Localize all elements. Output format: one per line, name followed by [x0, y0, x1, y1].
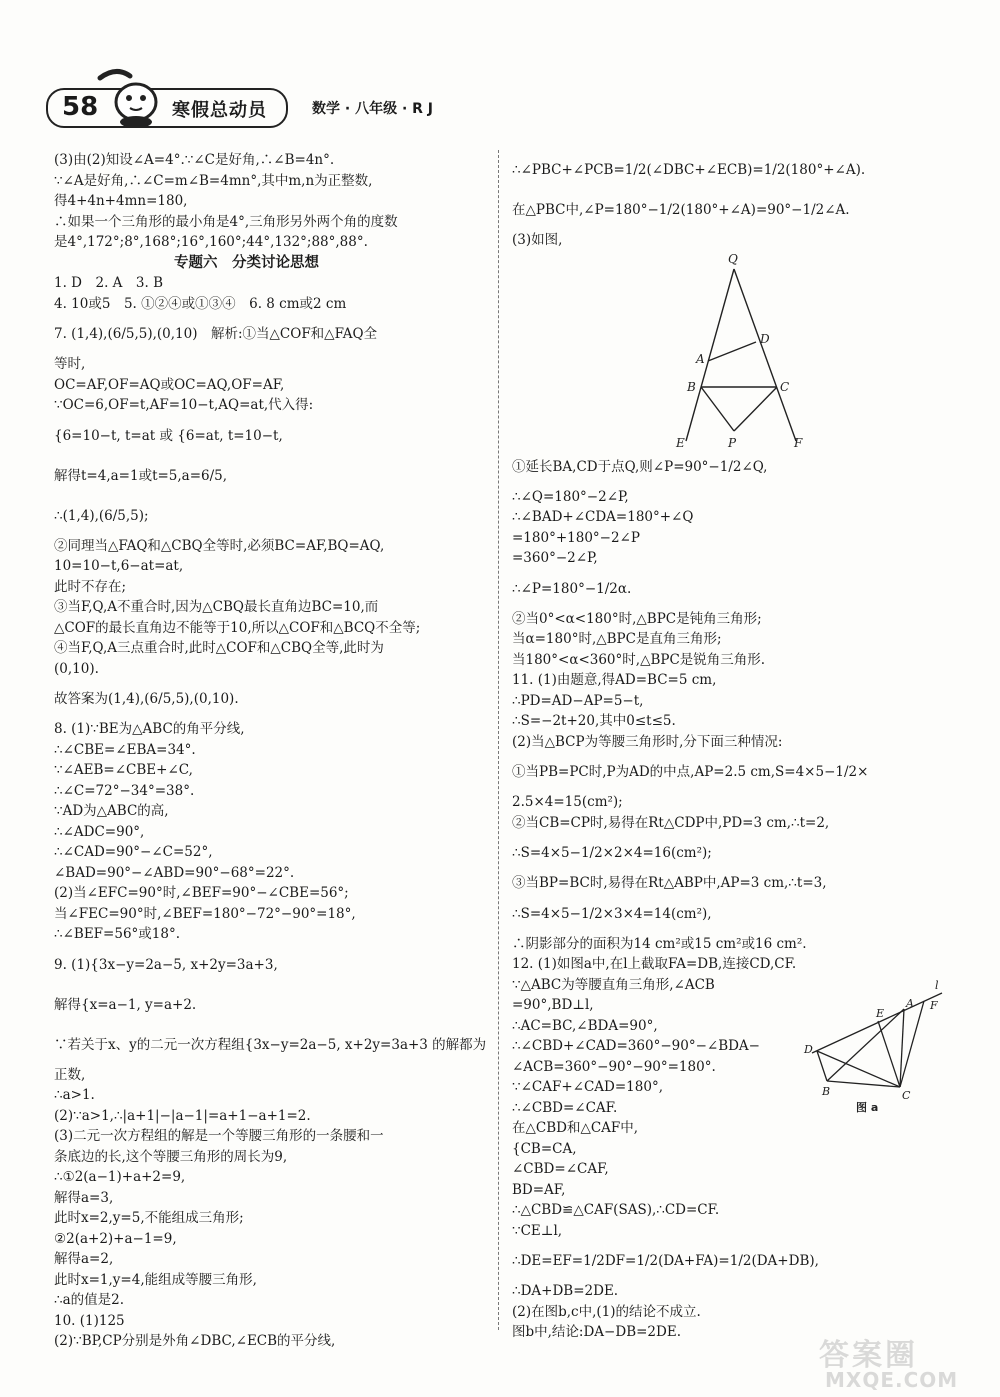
text-line: (3)二元一次方程组的解是一个等腰三角形的一条腰和一 — [54, 1128, 384, 1144]
text-line: 当180°<α<360°时,△BPC是锐角三角形. — [512, 651, 766, 668]
text-line: ④当F,Q,A三点重合时,此时△COF和△CBQ全等,此时为 — [54, 640, 384, 656]
point-label-e: E — [676, 435, 685, 447]
text-line: (2)在图b,c中,(1)的结论不成立. — [512, 1303, 701, 1320]
watermark-text: 答案圈 — [819, 1338, 918, 1373]
figure-a-label-e: E — [876, 1006, 885, 1020]
text-line: ∴AC=BC,∠BDA=90°, — [512, 1017, 658, 1034]
figure-a-label-b: B — [822, 1084, 831, 1098]
column-divider — [498, 150, 499, 1330]
text-line: ∴(1,4),(6/5,5); — [54, 507, 149, 524]
text-line: 条底边的长,这个等腰三角形的周长为9, — [54, 1148, 288, 1165]
text-line: ∴∠CBE=∠EBA=34°. — [54, 741, 196, 758]
section-title: 专题六 分类讨论思想 — [174, 254, 319, 271]
text-line: ∵CE⊥l, — [512, 1222, 563, 1239]
text-line: 2.5×4=15(cm²); — [512, 794, 623, 810]
text-line: 正数, — [54, 1066, 86, 1083]
text-line: ②2(a+2)+a−1=9, — [54, 1230, 177, 1247]
text-line: ∴∠ADC=90°, — [54, 823, 145, 840]
text-line: OC=AF,OF=AQ或OC=AQ,OF=AF, — [54, 376, 285, 393]
text-line: ∴S=4×5−1/2×2×4=16(cm²); — [512, 845, 712, 861]
text-line: ③当F,Q,A不重合时,因为△CBQ最长直角边BC=10,而 — [54, 599, 379, 615]
text-line: {CB=CA, — [512, 1140, 577, 1157]
figure-a-diagram — [792, 975, 952, 1115]
problem-12-block — [512, 975, 952, 1343]
text-line: 此时x=1,y=4,能组成等腰三角形, — [54, 1271, 257, 1288]
point-label-a: A — [696, 351, 705, 366]
watermark-url: MXQE.COM — [825, 1368, 959, 1392]
text-line: ∵∠AEB=∠CBE+∠C, — [54, 762, 193, 778]
point-label-c: C — [780, 379, 790, 394]
text-line: 故答案为(1,4),(6/5,5),(0,10). — [54, 691, 239, 707]
text-line: ∴①2(a−1)+a+2=9, — [54, 1169, 186, 1185]
text-line: 1. D 2. A 3. B — [54, 275, 164, 291]
subject-label: 数学 · 八年级 · R J — [312, 101, 433, 117]
text-line: 得4+4n+4mn=180, — [54, 193, 188, 209]
book-title: 寒假总动员 — [172, 100, 267, 121]
text-line: (3)由(2)知设∠A=4°.∵∠C是好角,∴∠B=4n°. — [54, 152, 335, 168]
point-label-f: F — [794, 435, 803, 447]
text-line: ∵OC=6,OF=t,AF=10−t,AQ=at,代入得: — [54, 397, 314, 413]
text-line: ②当CB=CP时,易得在Rt△CDP中,PD=3 cm,∴t=2, — [512, 814, 830, 831]
text-line: ∴S=−2t+20,其中0≤t≤5. — [512, 713, 676, 729]
point-label-b: B — [687, 379, 696, 394]
text-line: △COF的最长直角边不能等于10,所以△COF和△BCQ不全等; — [54, 619, 421, 636]
mascot-icon — [96, 64, 166, 130]
text-line: 8. (1)∵BE为△ABC的角平分线, — [54, 721, 245, 737]
text-line: 图b中,结论:DA−DB=2DE. — [512, 1324, 681, 1340]
text-line: ∴如果一个三角形的最小角是4°,三角形另外两个角的度数 — [54, 213, 398, 230]
text-line: (0,10). — [54, 660, 99, 677]
text-line: 11. (1)由题意,得AD=BC=5 cm, — [512, 672, 717, 688]
right-column — [512, 150, 952, 1343]
point-label-d: D — [760, 331, 770, 346]
text-line: ∴∠CBD+∠CAD=360°−90°−∠BDA− — [512, 1038, 760, 1054]
figure-a-caption: 图 a — [856, 1100, 879, 1114]
text-line: 10=10−t,6−at=at, — [54, 558, 184, 574]
text-line: ∴DA+DB=2DE. — [512, 1283, 619, 1299]
text-line: ∴∠CBD=∠CAF. — [512, 1099, 618, 1116]
point-label-q: Q — [728, 251, 738, 266]
text-line: 解得a=2, — [54, 1251, 114, 1267]
text-line: (3)如图, — [512, 232, 563, 248]
text-line: 此时不存在; — [54, 578, 127, 595]
text-line: ②当0°<α<180°时,△BPC是钝角三角形; — [512, 610, 762, 627]
text-line: (2)当△BCP为等腰三角形时,分下面三种情况: — [512, 733, 783, 750]
text-line: 7. (1,4),(6/5,5),(0,10) 解析:①当△COF和△FAQ全 — [54, 326, 378, 342]
text-line: ∴阴影部分的面积为14 cm²或15 cm²或16 cm². — [512, 935, 807, 952]
text-line: =90°,BD⊥l, — [512, 997, 594, 1013]
text-line: ①当PB=PC时,P为AD的中点,AP=2.5 cm,S=4×5−1/2× — [512, 764, 869, 780]
figure-a-label-l: l — [935, 978, 939, 992]
text-line: ∵∠A是好角,∴∠C=m∠B=4mn°,其中m,n为正整数, — [54, 172, 373, 189]
text-line: 是4°,172°;8°,168°;16°,160°;44°,132°;88°,88°. — [54, 234, 368, 250]
text-line: ∴a的值是2. — [54, 1292, 125, 1308]
text-line: 在△PBC中,∠P=180°−1/2(180°+∠A)=90°−1/2∠A. — [512, 202, 850, 218]
text-line: ∠BAD=90°−∠ABD=90°−68°=22°. — [54, 864, 295, 881]
figure-quadrilateral — [512, 251, 952, 447]
point-label-p: P — [728, 435, 737, 447]
text-line: 12. (1)如图a中,在l上截取FA=DB,连接CD,CF. — [512, 956, 797, 972]
text-line: ∴∠BAD+∠CDA=180°+∠Q — [512, 509, 694, 525]
text-line: ①延长BA,CD于点Q,则∠P=90°−1/2∠Q, — [512, 458, 768, 475]
text-line: 当α=180°时,△BPC是直角三角形; — [512, 631, 722, 647]
text-line: ∵若关于x、y的二元一次方程组{3x−y=2a−5, x+2y=3a+3 的解都为 — [54, 1036, 487, 1053]
text-line: 解得{x=a−1, y=a+2. — [54, 996, 197, 1013]
text-line: (2)当∠EFC=90°时,∠BEF=90°−∠CBE=56°; — [54, 885, 349, 901]
text-line: 等时, — [54, 356, 86, 372]
text-line: (2)∵BP,CP分别是外角∠DBC,∠ECB的平分线, — [54, 1333, 336, 1349]
text-line: ∴DE=EF=1/2DF=1/2(DA+FA)=1/2(DA+DB), — [512, 1253, 819, 1269]
text-line: ∴PD=AD−AP=5−t, — [512, 692, 644, 709]
text-line: ∠ACB=360°−90°−90°=180°. — [512, 1058, 716, 1075]
text-line: {6=10−t, t=at 或 {6=at, t=10−t, — [54, 427, 283, 444]
text-line: ∵∠CAF+∠CAD=180°, — [512, 1079, 663, 1095]
text-line: ∴∠C=72°−34°=38°. — [54, 782, 195, 799]
page-header — [0, 0, 1000, 140]
text-line: ∴△CBD≌△CAF(SAS),∴CD=CF. — [512, 1202, 720, 1218]
text-line: ∴S=4×5−1/2×3×4=14(cm²), — [512, 905, 712, 922]
text-line: ∴∠BEF=56°或18°. — [54, 926, 181, 942]
text-line: ②同理当△FAQ和△CBQ全等时,必须BC=AF,BQ=AQ, — [54, 537, 385, 554]
text-line: =360°−2∠P, — [512, 550, 598, 566]
text-line: ∵AD为△ABC的高, — [54, 803, 169, 819]
text-line: =180°+180°−2∠P — [512, 529, 640, 546]
figure-a-label-d: D — [804, 1042, 813, 1056]
text-line: 解得t=4,a=1或t=5,a=6/5, — [54, 467, 228, 484]
text-line: ∴∠PBC+∠PCB=1/2(∠DBC+∠ECB)=1/2(180°+∠A). — [512, 162, 866, 178]
figure-a-label-c: C — [902, 1088, 911, 1102]
text-line: 在△CBD和△CAF中, — [512, 1120, 639, 1136]
page-number: 58 — [62, 92, 99, 122]
text-line: 10. (1)125 — [54, 1312, 125, 1329]
text-line: ∴∠P=180°−1/2α. — [512, 580, 632, 597]
text-line: ∵△ABC为等腰直角三角形,∠ACB — [512, 976, 715, 993]
text-line: 此时x=2,y=5,不能组成三角形; — [54, 1210, 244, 1226]
text-line: ∴∠Q=180°−2∠P, — [512, 488, 629, 505]
text-line: ∠CBD=∠CAF, — [512, 1161, 609, 1177]
figure-a-label-a: A — [906, 996, 914, 1010]
text-line: (2)∵a>1,∴|a+1|−|a−1|=a+1−a+1=2. — [54, 1107, 311, 1124]
watermark — [815, 1322, 985, 1392]
text-line: ∴a>1. — [54, 1087, 95, 1103]
geometry-diagram — [512, 251, 952, 447]
text-line: 4. 10或5 5. ①②④或①③④ 6. 8 cm或2 cm — [54, 295, 347, 312]
text-line: 9. (1){3x−y=2a−5, x+2y=3a+3, — [54, 956, 278, 973]
text-line: 当∠FEC=90°时,∠BEF=180°−72°−90°=18°, — [54, 905, 356, 922]
left-column — [54, 150, 494, 1352]
text-line: ∴∠CAD=90°−∠C=52°, — [54, 844, 213, 860]
figure-a-label-f: F — [930, 998, 938, 1012]
text-line: BD=AF, — [512, 1181, 566, 1198]
text-line: 解得a=3, — [54, 1189, 114, 1206]
text-line: ③当BP=BC时,易得在Rt△ABP中,AP=3 cm,∴t=3, — [512, 875, 827, 891]
